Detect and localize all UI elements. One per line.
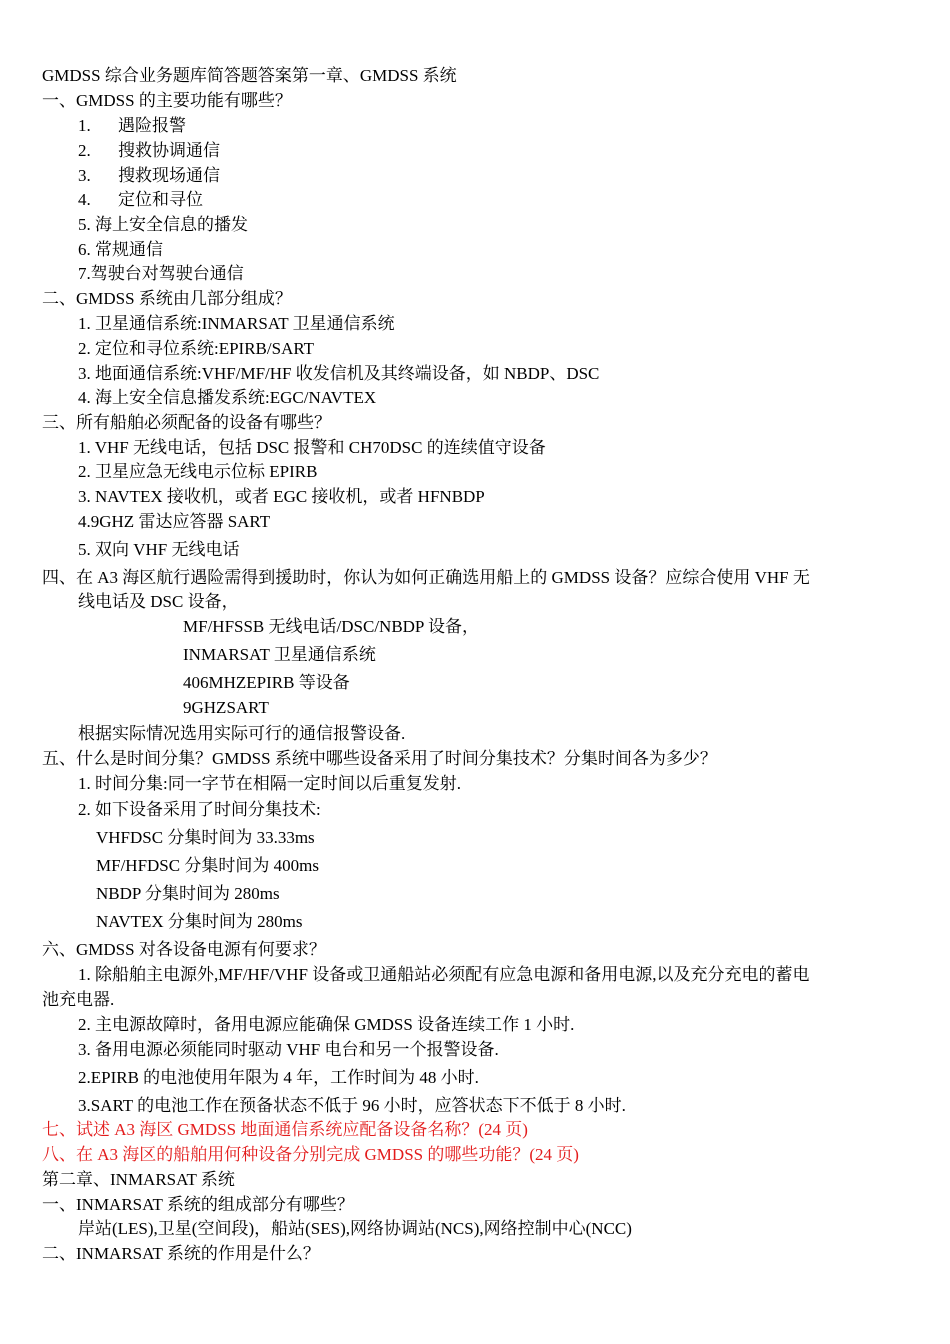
list-number: 2.	[78, 141, 91, 160]
list-item: 5. 双向 VHF 无线电话	[78, 540, 240, 559]
list-number: 4.	[78, 190, 91, 209]
list-item: 1. VHF 无线电话，包括 DSC 报警和 CH70DSC 的连续值守设备	[78, 438, 546, 457]
list-item: 2. 主电源故障时，备用电源应能确保 GMDSS 设备连续工作 1 小时.	[78, 1015, 575, 1034]
list-item: 3.SART 的电池工作在预备状态不低于 96 小时，应答状态下不低于 8 小时.	[78, 1096, 626, 1115]
list-item: 6. 常规通信	[78, 240, 163, 259]
list-item: 9GHZSART	[183, 698, 269, 717]
list-item: 4. 海上安全信息播发系统:EGC/NAVTEX	[78, 388, 377, 407]
question-4-title: 四、在 A3 海区航行遇险需得到援助时，你认为如何正确选用船上的 GMDSS 设备？应综合使用 VHF 无	[42, 568, 810, 587]
chapter-2-question-1-title: 一、INMARSAT 系统的组成部分有哪些？	[42, 1195, 354, 1214]
paragraph: 根据实际情况选用实际可行的通信报警设备.	[78, 724, 406, 743]
question-4-title-cont: 线电话及 DSC 设备，	[78, 592, 239, 611]
list-item: 2. 如下设备采用了时间分集技术:	[78, 800, 321, 819]
list-item: 2. 卫星应急无线电示位标 EPIRB	[78, 462, 318, 481]
list-text: 定位和寻位	[118, 190, 203, 209]
sub-item: VHFDSC 分集时间为 33.33ms	[96, 828, 315, 847]
list-item: 1. 除船舶主电源外,MF/HF/VHF 设备或卫通船站必须配有应急电源和备用电源,以及充分充电的蓄电	[78, 965, 810, 984]
list-item: 5. 海上安全信息的播发	[78, 215, 248, 234]
question-5-title: 五、什么是时间分集？GMDSS 系统中哪些设备采用了时间分集技术？分集时间各为多少？	[42, 749, 717, 768]
list-item: 7.驾驶台对驾驶台通信	[78, 264, 244, 283]
list-item-cont: 池充电器.	[42, 990, 115, 1009]
list-text: 搜救协调通信	[118, 141, 220, 160]
list-item: MF/HFSSB 无线电话/DSC/NBDP 设备，	[183, 617, 480, 636]
list-number: 3.	[78, 166, 91, 185]
sub-item: NAVTEX 分集时间为 280ms	[96, 912, 303, 931]
list-text: 搜救现场通信	[118, 166, 220, 185]
chapter-2-title: 第二章、INMARSAT 系统	[42, 1170, 235, 1189]
question-8-title: 八、在 A3 海区的船舶用何种设备分别完成 GMDSS 的哪些功能？(24 页)	[42, 1145, 579, 1164]
list-text: 遇险报警	[118, 116, 186, 135]
list-item	[78, 166, 220, 186]
paragraph: 岸站(LES),卫星(空间段)，船站(SES),网络协调站(NCS),网络控制中心(NCC)	[78, 1219, 632, 1238]
sub-item: NBDP 分集时间为 280ms	[96, 884, 280, 903]
list-number: 1.	[78, 116, 91, 135]
list-item	[78, 190, 203, 210]
sub-item: MF/HFDSC 分集时间为 400ms	[96, 856, 319, 875]
question-2-title: 二、GMDSS 系统由几部分组成？	[42, 289, 292, 308]
list-item: 3. NAVTEX 接收机，或者 EGC 接收机，或者 HFNBDP	[78, 487, 485, 506]
list-item: 3. 地面通信系统:VHF/MF/HF 收发信机及其终端设备，如 NBDP、DSC	[78, 364, 600, 383]
list-item: 1. 卫星通信系统:INMARSAT 卫星通信系统	[78, 314, 395, 333]
list-item: 1. 时间分集:同一字节在相隔一定时间以后重复发射.	[78, 774, 461, 793]
document-title: GMDSS 综合业务题库简答题答案第一章、GMDSS 系统	[42, 66, 457, 85]
list-item: 2. 定位和寻位系统:EPIRB/SART	[78, 339, 315, 358]
question-7-title: 七、试述 A3 海区 GMDSS 地面通信系统应配备设备名称？(24 页)	[42, 1120, 528, 1139]
chapter-2-question-2-title: 二、INMARSAT 系统的作用是什么？	[42, 1244, 320, 1263]
question-1-title: 一、GMDSS 的主要功能有哪些？	[42, 91, 292, 110]
list-item	[78, 116, 186, 136]
question-6-title: 六、GMDSS 对各设备电源有何要求？	[42, 940, 326, 959]
list-item: 3. 备用电源必须能同时驱动 VHF 电台和另一个报警设备.	[78, 1040, 499, 1059]
list-item: 406MHZEPIRB 等设备	[183, 673, 350, 692]
question-3-title: 三、所有船舶必须配备的设备有哪些？	[42, 413, 331, 432]
list-item	[78, 141, 220, 161]
list-item: 4.9GHZ 雷达应答器 SART	[78, 512, 271, 531]
list-item: 2.EPIRB 的电池使用年限为 4 年，工作时间为 48 小时.	[78, 1068, 479, 1087]
list-item: INMARSAT 卫星通信系统	[183, 645, 376, 664]
